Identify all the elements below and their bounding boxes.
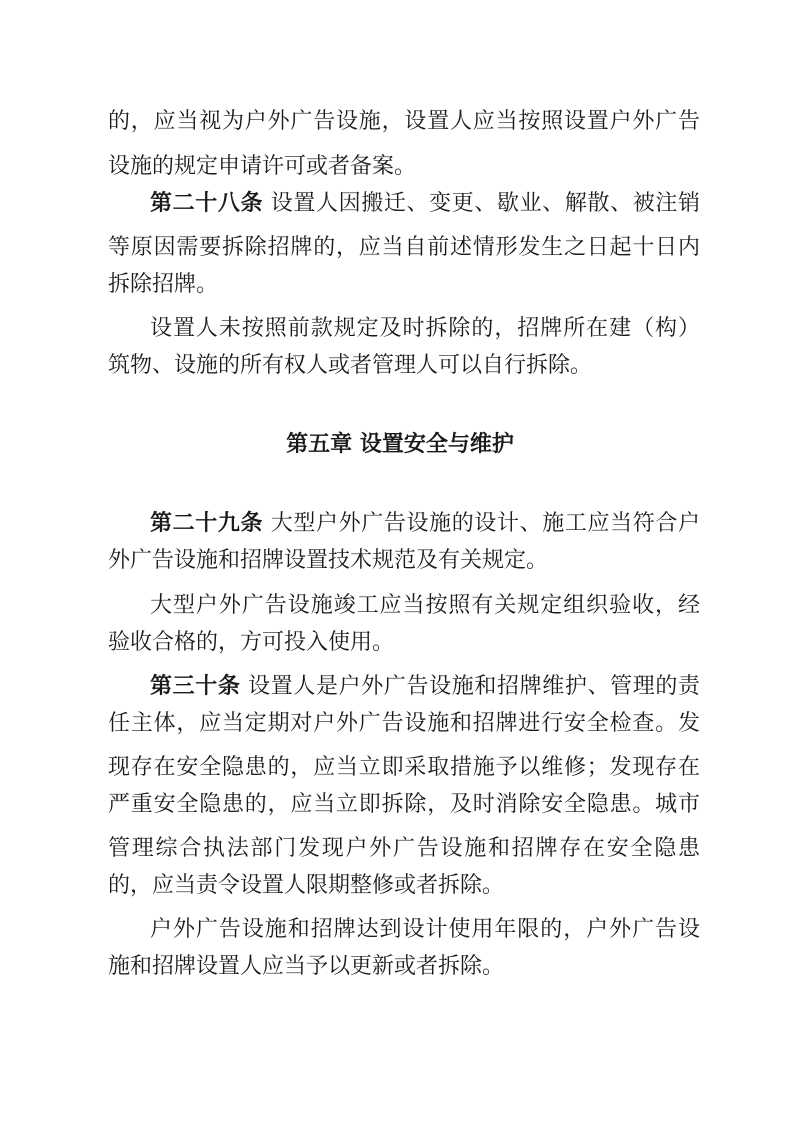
article-30-line [150,672,700,702]
text-line: 设施的规定申请许可或者备案。 [108,154,417,179]
text-line: 等原因需要拆除招牌的，应当自前述情形发生之日起十日内 [108,235,700,260]
text-line: 现存在安全隐患的，应当立即采取措施予以维修；发现存在 [108,755,700,780]
text-line: 验收合格的，方可投入使用。 [108,630,395,655]
text-line: 筑物、设施的所有权人或者管理人可以自行拆除。 [108,353,593,378]
text-line: 户外广告设施和招牌达到设计使用年限的，户外广告设 [150,917,700,942]
article-text: 大型户外广告设施的设计、施工应当符合户 [270,511,700,536]
text-line: 外广告设施和招牌设置技术规范及有关规定。 [108,548,549,573]
text-line: 任主体，应当定期对户外广告设施和招牌进行安全检查。发 [108,711,700,736]
text-line: 的，应当视为户外广告设施，设置人应当按照设置户外广告 [108,109,700,134]
text-line: 设置人未按照前款规定及时拆除的，招牌所在建（构） [150,316,700,341]
text-line: 大型户外广告设施竣工应当按照有关规定组织验收，经 [150,593,700,618]
text-line: 的，应当责令设置人限期整修或者拆除。 [108,873,505,898]
article-heading: 第二十九条 [150,511,264,536]
text-line: 管理综合执法部门发现户外广告设施和招牌存在安全隐患 [108,836,700,861]
text-line: 拆除招牌。 [108,272,219,297]
text-line: 施和招牌设置人应当予以更新或者拆除。 [108,954,505,979]
article-text: 设置人是户外广告设施和招牌维护、管理的责 [248,674,700,699]
chapter-title: 第五章 设置安全与维护 [286,432,514,457]
article-29-line [150,509,700,539]
article-28-line [150,189,700,219]
article-heading: 第三十条 [150,674,241,699]
article-text: 设置人因搬迁、变更、歇业、解散、被注销 [270,191,700,216]
article-heading: 第二十八条 [150,191,264,216]
text-line: 严重安全隐患的，应当立即拆除，及时消除安全隐患。城市 [108,792,700,817]
